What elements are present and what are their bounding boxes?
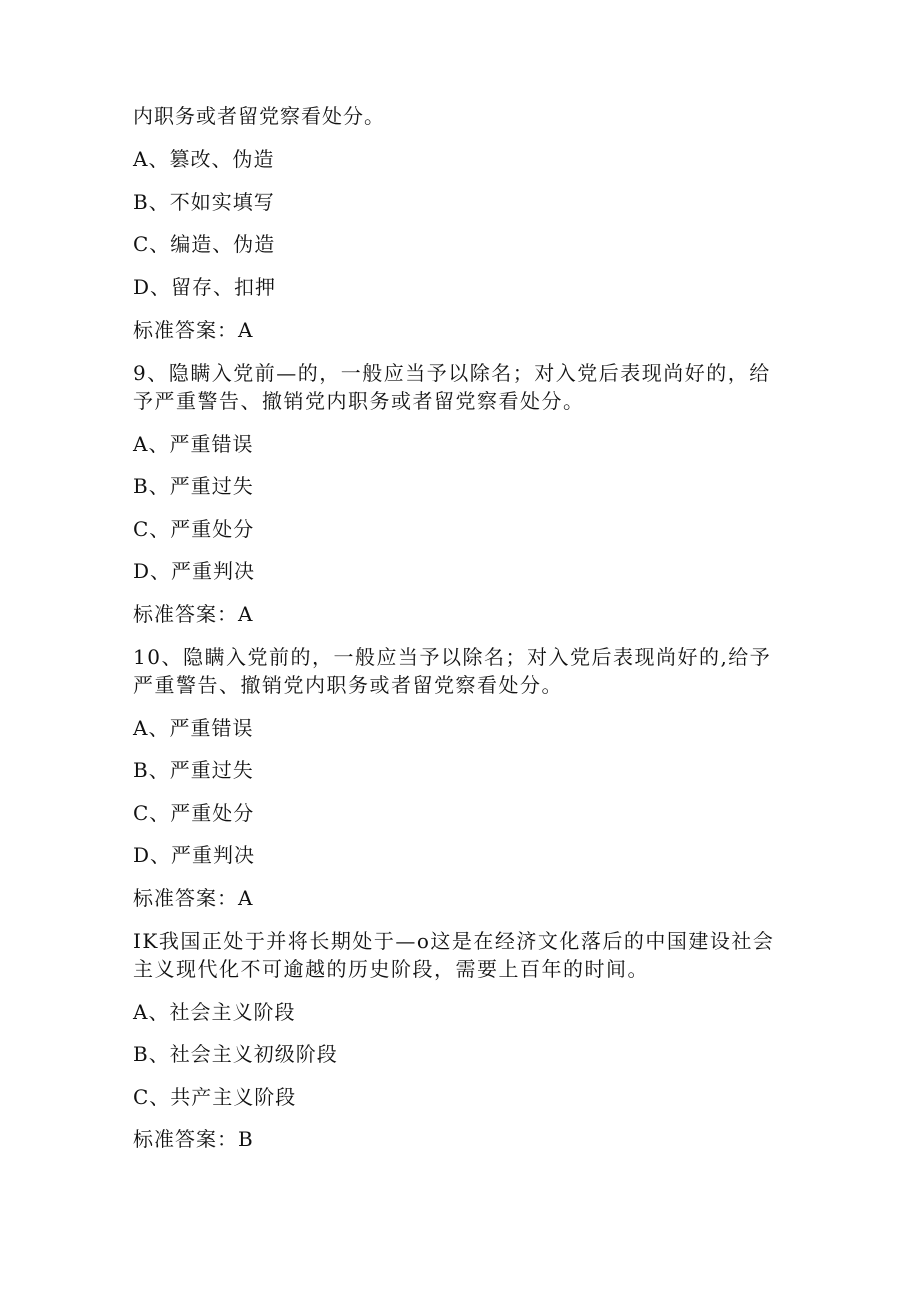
q10-option-b: B、严重过失 (133, 758, 254, 782)
q10-option-d: D、严重判决 (133, 843, 256, 867)
q11-option-c: C、共产主义阶段 (133, 1085, 297, 1109)
q9-answer: 标准答案：A (133, 602, 254, 626)
q8-stem-tail: 内职务或者留党察看处分。 (133, 104, 385, 128)
q11-stem-line2: 主义现代化不可逾越的历史阶段，需要上百年的时间。 (133, 957, 649, 981)
q10-option-c: C、严重处分 (133, 801, 255, 825)
q11-option-a: A、社会主义阶段 (133, 1000, 296, 1024)
q9-stem-line1: 9、隐瞒入党前—的，一般应当予以除名；对入党后表现尚好的，给 (133, 361, 771, 385)
q9-option-d: D、严重判决 (133, 559, 256, 583)
q11-answer: 标准答案：B (133, 1127, 254, 1151)
q9-option-a: A、严重错误 (133, 432, 254, 456)
q10-option-a: A、严重错误 (133, 716, 254, 740)
q10-answer: 标准答案：A (133, 886, 254, 910)
q8-option-d: D、留存、扣押 (133, 275, 277, 299)
q9-stem-line2: 予严重警告、撤销党内职务或者留党察看处分。 (133, 389, 585, 413)
q8-answer: 标准答案：A (133, 318, 254, 342)
q8-option-b: B、不如实填写 (133, 190, 275, 214)
q10-stem-line2: 严重警告、撤销党内职务或者留党察看处分。 (133, 673, 563, 697)
q8-option-c: C、编造、伪造 (133, 232, 276, 256)
q8-option-a: A、篡改、伪造 (133, 147, 275, 171)
q9-option-b: B、严重过失 (133, 474, 254, 498)
q9-option-c: C、严重处分 (133, 517, 255, 541)
q11-stem-line1: IK我国正处于并将长期处于—o这是在经济文化落后的中国建设社会 (133, 929, 775, 953)
q11-option-b: B、社会主义初级阶段 (133, 1042, 338, 1066)
q10-stem-line1: 10、隐瞒入党前的，一般应当予以除名；对入党后表现尚好的,给予 (133, 645, 772, 669)
